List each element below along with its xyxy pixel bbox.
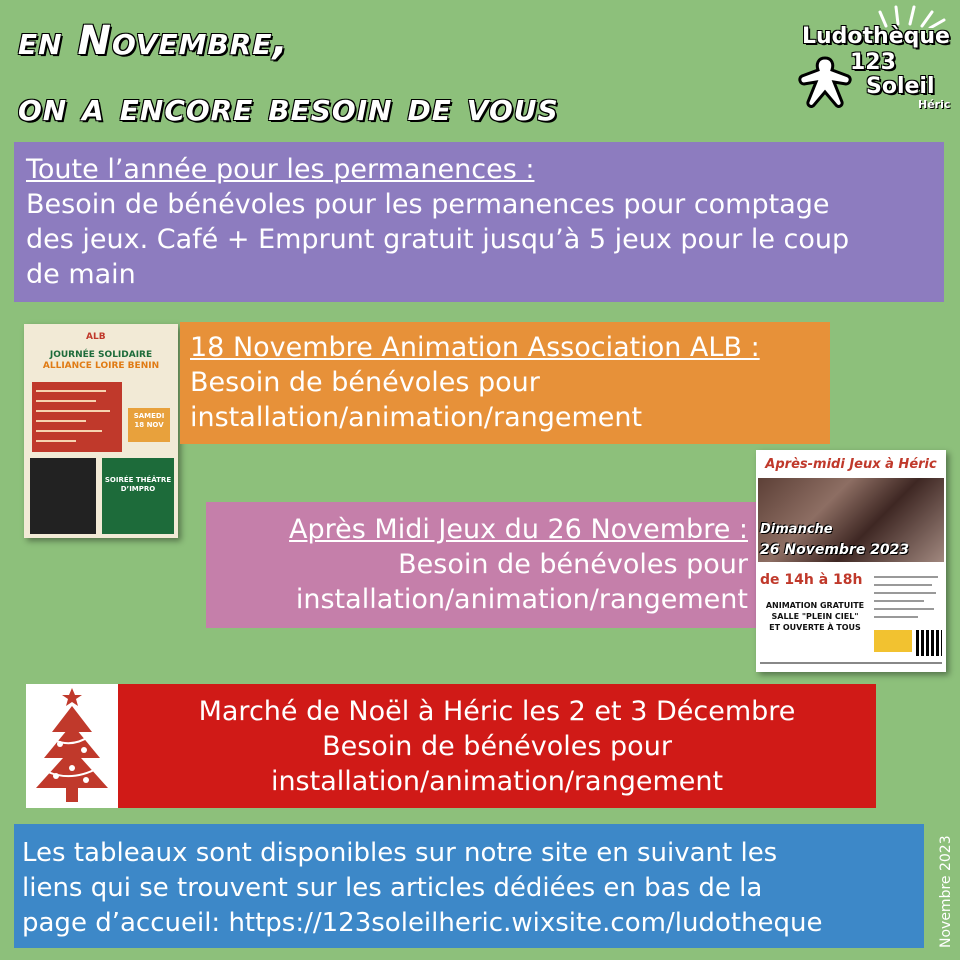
jeux-flyer-day: Dimanche [760, 522, 833, 537]
logo-text-123: 123 [850, 50, 896, 75]
jeux-heading: Après Midi Jeux du 26 Novembre : [289, 514, 748, 545]
alb-flyer-title: JOURNÉE SOLIDAIRE [49, 350, 153, 360]
jeux-flyer-image [756, 450, 946, 672]
alb-heading-suffix: : [741, 332, 760, 363]
jeux-flyer-hours: de 14h à 18h [760, 572, 863, 588]
jeux-flyer-text-line [874, 576, 938, 578]
permanences-text-line: Besoin de bénévoles pour les permanences pour comptage [26, 189, 830, 220]
logo-text-ludotheque: Ludothèque [802, 24, 950, 49]
ludotheque-logo [796, 4, 956, 114]
alb-flyer-brand: ALB [86, 332, 106, 342]
alb-flyer-date: SAMEDI 18 NOV [128, 408, 170, 442]
jeux-flyer-info-line: ET OUVERTE À TOUS [769, 623, 861, 632]
alb-flyer-program-line [36, 440, 76, 442]
christmas-tree-panel [26, 684, 118, 808]
jeux-flyer-date: 26 Novembre 2023 [760, 542, 910, 558]
alb-flyer-program-line [36, 420, 86, 422]
meeple-icon [798, 56, 852, 108]
christmas-tree-icon [26, 684, 118, 808]
alb-flyer-soiree: SOIRÉE THÉÂTRE D’IMPRO [102, 458, 174, 534]
alb-heading-row [190, 330, 820, 365]
footer-text-line: Les tableaux sont disponibles sur notre site en suivant les [22, 838, 778, 868]
jeux-flyer-text-line [874, 600, 924, 602]
jeux-flyer-footer [760, 662, 942, 664]
jeux-flyer-info-line: ANIMATION GRATUITE [765, 601, 865, 610]
logo-text-heric: Héric [918, 98, 951, 111]
jeux-text-line: installation/animation/rangement [295, 584, 748, 615]
alb-flyer-program-line [36, 430, 102, 432]
permanences-card [14, 142, 944, 302]
jeux-flyer-title: Après-midi Jeux à Héric [765, 457, 937, 472]
alb-flyer-subtitle: ALLIANCE LOIRE BENIN [42, 361, 160, 371]
noel-text-line: installation/animation/rangement [270, 766, 724, 797]
logo-text-soleil: Soleil [866, 74, 935, 99]
page-title-line-2: on a encore besoin de vous [18, 84, 559, 130]
footer-link-line[interactable]: page d’accueil: https://123soleilheric.wixsite.com/ludotheque [22, 908, 823, 938]
alb-heading: 18 Novembre Animation Association ALB [190, 332, 742, 363]
jeux-flyer-text-line [874, 608, 934, 610]
jeux-flyer-text-line [874, 592, 936, 594]
alb-flyer-program-line [36, 400, 96, 402]
alb-flyer-program-line [36, 390, 106, 392]
jeux-card [206, 502, 760, 628]
alb-flyer-image [24, 324, 178, 538]
permanences-heading: Toute l’année pour les permanences : [26, 154, 535, 185]
jeux-flyer-logo [874, 630, 912, 652]
alb-flyer-program-line [36, 410, 110, 412]
alb-flyer-photo [30, 458, 96, 534]
alb-text-line: installation/animation/rangement [190, 402, 643, 433]
footer-card [14, 824, 924, 948]
alb-card [180, 322, 830, 444]
jeux-text-line: Besoin de bénévoles pour [398, 549, 748, 580]
jeux-flyer-description [874, 574, 940, 624]
jeux-flyer-text-line [874, 584, 932, 586]
footer-text-line: liens qui se trouvent sur les articles dédiées en bas de la [22, 873, 763, 903]
jeux-flyer-info-line: SALLE "PLEIN CIEL" [771, 612, 859, 621]
noel-card [118, 684, 876, 808]
noel-heading: Marché de Noël à Héric les 2 et 3 Décembre [198, 696, 796, 727]
page-title-line-1: en Novembre, [18, 18, 289, 64]
permanences-text-line: de main [26, 259, 136, 290]
permanences-text-line: des jeux. Café + Emprunt gratuit jusqu’à 5 jeux pour le coup [26, 224, 850, 255]
noel-text-line: Besoin de bénévoles pour [322, 731, 672, 762]
side-date-label: Novembre 2023 [938, 835, 954, 948]
jeux-flyer-info [760, 600, 870, 633]
jeux-flyer-text-line [874, 616, 918, 618]
qr-code-icon [916, 630, 942, 656]
alb-text-line: Besoin de bénévoles pour [190, 367, 540, 398]
